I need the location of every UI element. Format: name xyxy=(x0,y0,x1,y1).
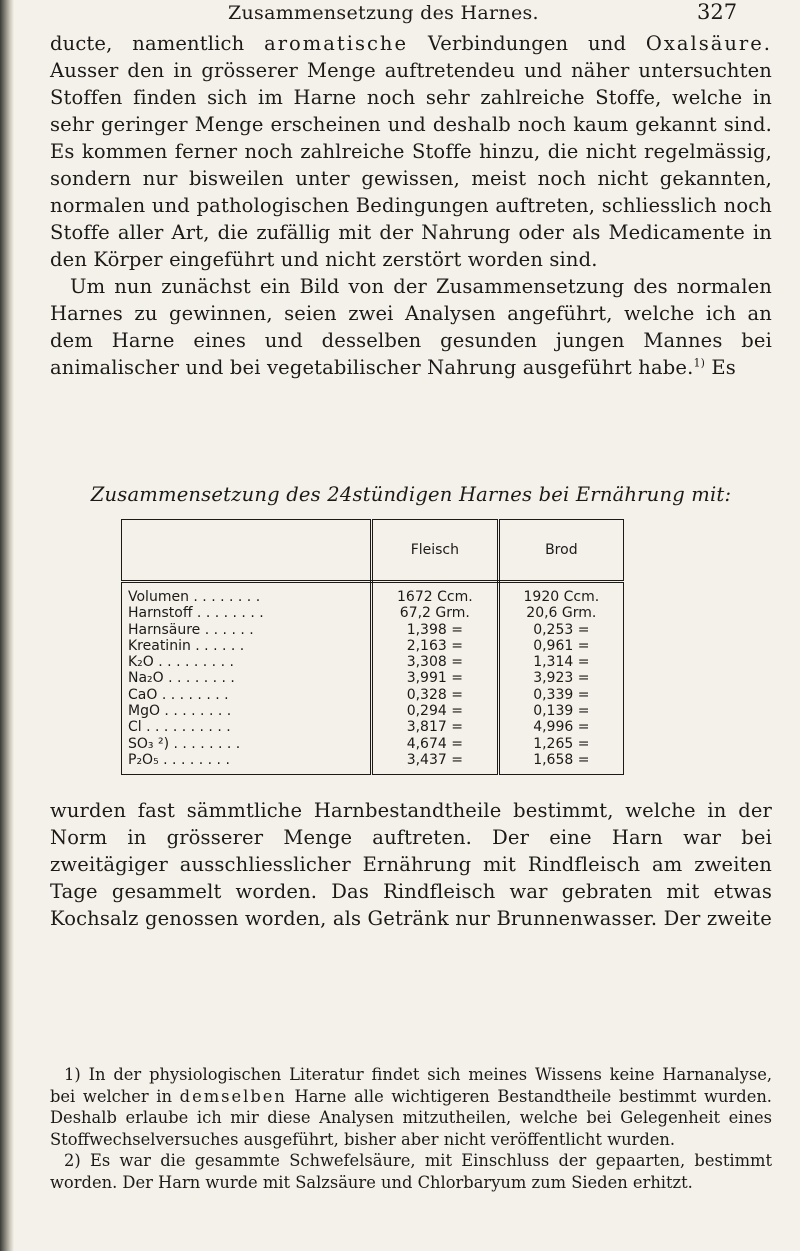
row-label: SO₃ ²) . . . . . . . . xyxy=(122,736,372,752)
row-value-brod: 3,923 = xyxy=(498,670,623,686)
row-value-fleisch: 0,294 = xyxy=(372,703,499,719)
header-fleisch: Fleisch xyxy=(372,520,499,582)
row-value-fleisch: 3,308 = xyxy=(372,654,499,670)
table-body xyxy=(122,582,624,775)
paragraph-2-tail: Es xyxy=(705,356,736,379)
footnote-1-b: Harne alle wichtigeren Bestandtheile bestimmt wurden. Deshalb erlaube ich mir diese Analysen mitzutheilen, welche bei Gelegenheit eines Stoffwechselversuches ausgeführt, bisher aber nicht veröffentlicht wurden. xyxy=(50,1086,772,1149)
term-aromatische: aromatische xyxy=(264,32,409,55)
row-label: MgO . . . . . . . . xyxy=(122,703,372,719)
paragraph-3-text: wurden fast sämmtliche Harnbestandtheile bestimmt, welche in der Norm in grösserer Menge auftreten. Der eine Harn war bei zweitägiger ausschliesslicher Ernährung mit Rindfleisch am zweiten Tage gesammelt worden. Das Rindfleisch war gebraten mit etwas Kochsalz genossen worden, als Getränk nur Brunnenwasser. Der zweite xyxy=(50,799,772,930)
table-caption: Zusammensetzung des 24stündigen Harnes bei Ernährung mit: xyxy=(90,483,732,506)
paragraph-1-lead: ducte, namentlich xyxy=(50,32,265,55)
row-label: Cl . . . . . . . . . . xyxy=(122,719,372,735)
paragraph-1 xyxy=(50,30,772,381)
row-value-brod: 4,996 = xyxy=(498,719,623,735)
table-row xyxy=(122,605,624,621)
row-value-brod: 1,658 = xyxy=(498,752,623,775)
row-value-fleisch: 3,437 = xyxy=(372,752,499,775)
row-label: Volumen . . . . . . . . xyxy=(122,582,372,606)
footnote-ref-1[interactable]: 1) xyxy=(693,356,706,370)
row-value-brod: 0,339 = xyxy=(498,687,623,703)
row-value-fleisch: 1672 Ccm. xyxy=(372,582,499,606)
paragraph-1-rest: Ausser den in grösserer Menge auftretendeu und näher untersuchten Stoffen finden sich im Harne noch sehr zahlreiche Stoffe, welche in sehr geringer Menge erscheinen und deshalb noch kaum gekannt sind. Es kommen ferner noch zahlreiche Stoffe hinzu, die nicht regelmässig, sondern nur bisweilen unter gewissen, meist noch nicht gekannten, normalen und pathologischen Bedingungen auftreten, schliesslich noch Stoffe aller Art, die zufällig mit der Nahrung oder als Medicamente in den Körper eingeführt und nicht zerstört worden sind. xyxy=(50,59,772,271)
table-row xyxy=(122,736,624,752)
row-value-brod: 0,139 = xyxy=(498,703,623,719)
row-value-brod: 0,253 = xyxy=(498,622,623,638)
row-value-fleisch: 0,328 = xyxy=(372,687,499,703)
footnote-1-spaced: demselben xyxy=(179,1086,287,1106)
row-value-fleisch: 67,2 Grm. xyxy=(372,605,499,621)
row-value-brod: 20,6 Grm. xyxy=(498,605,623,621)
table-row xyxy=(122,638,624,654)
running-header xyxy=(0,2,800,30)
table-row xyxy=(122,654,624,670)
urine-analysis-table xyxy=(121,519,624,775)
table-row xyxy=(122,670,624,686)
table-header-row xyxy=(122,520,624,582)
row-value-fleisch: 3,817 = xyxy=(372,719,499,735)
row-value-brod: 1920 Ccm. xyxy=(498,582,623,606)
footnote-1 xyxy=(50,1064,772,1150)
table-row xyxy=(122,719,624,735)
paragraph-1-mid: Verbindungen und xyxy=(408,32,646,55)
running-title: Zusammensetzung des Harnes. xyxy=(228,2,539,24)
page-number: 327 xyxy=(697,0,738,24)
paragraph-2-text: Um nun zunächst ein Bild von der Zusammensetzung des normalen Harnes zu gewinnen, seien zwei Analysen angeführt, welche ich an dem Harne eines und desselben gesunden jungen Mannes bei animalischer und bei vegetabilischer Nahrung ausgeführt habe. xyxy=(50,275,772,379)
row-value-fleisch: 2,163 = xyxy=(372,638,499,654)
row-value-brod: 1,265 = xyxy=(498,736,623,752)
table-row xyxy=(122,687,624,703)
row-value-fleisch: 3,991 = xyxy=(372,670,499,686)
row-label: Harnsäure . . . . . . xyxy=(122,622,372,638)
row-value-brod: 0,961 = xyxy=(498,638,623,654)
header-brod: Brod xyxy=(498,520,623,582)
row-label: Kreatinin . . . . . . xyxy=(122,638,372,654)
paragraph-2 xyxy=(50,273,772,381)
table-row xyxy=(122,582,624,606)
table-row xyxy=(122,703,624,719)
row-label: Harnstoff . . . . . . . . xyxy=(122,605,372,621)
table-row xyxy=(122,752,624,775)
table-row xyxy=(122,622,624,638)
row-value-fleisch: 4,674 = xyxy=(372,736,499,752)
footnote-1-a: 1) In der physiologischen Literatur findet sich meines Wissens keine Harnanalyse, bei welcher in xyxy=(50,1065,772,1106)
row-label: Na₂O . . . . . . . . xyxy=(122,670,372,686)
row-value-brod: 1,314 = xyxy=(498,654,623,670)
term-oxalsaeure: Oxalsäure. xyxy=(645,32,772,55)
row-label: CaO . . . . . . . . xyxy=(122,687,372,703)
paragraph-3 xyxy=(50,797,772,932)
footnote-2: 2) Es war die gesammte Schwefelsäure, mit Einschluss der gepaarten, bestimmt worden. Der Harn wurde mit Salzsäure und Chlorbaryum zum Sieden erhitzt. xyxy=(50,1151,772,1192)
row-label: K₂O . . . . . . . . . xyxy=(122,654,372,670)
footnotes xyxy=(50,1064,772,1193)
header-empty xyxy=(122,520,372,582)
page-binding-shadow xyxy=(0,0,14,1251)
row-value-fleisch: 1,398 = xyxy=(372,622,499,638)
row-label: P₂O₅ . . . . . . . . xyxy=(122,752,372,775)
